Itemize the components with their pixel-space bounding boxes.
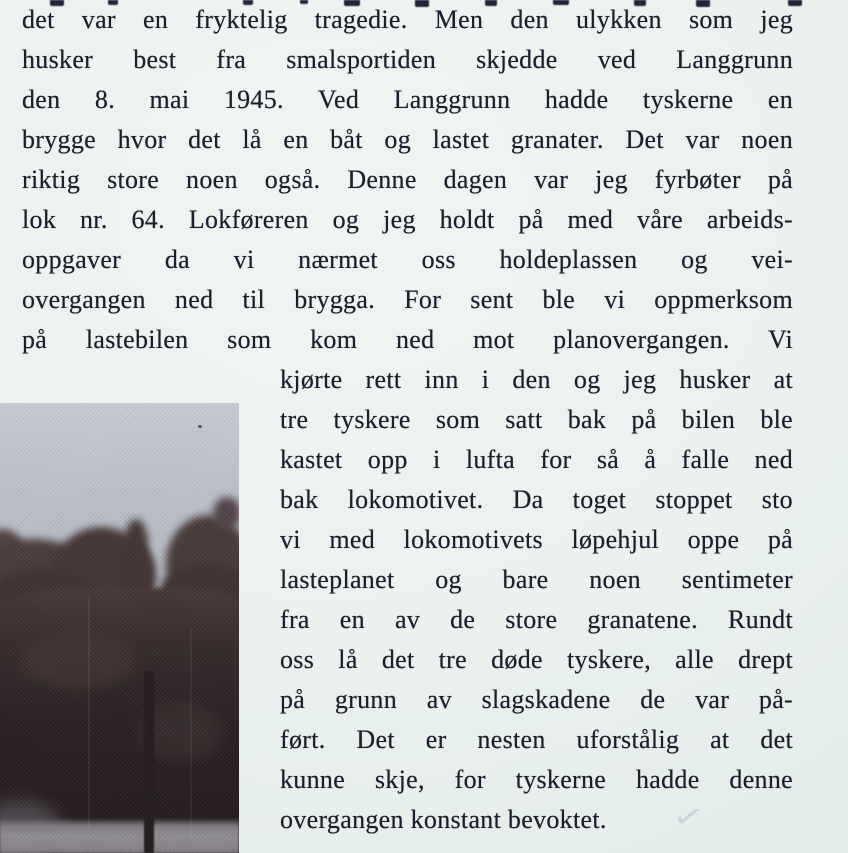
text-line: lasteplanet og bare noen sentimeter bbox=[280, 565, 793, 594]
text-line: fra en av de store granatene. Rundt bbox=[280, 605, 793, 634]
paragraph-column-lines bbox=[280, 360, 793, 840]
text-line: riktig store noen også. Denne dagen var jeg fyrbøter på bbox=[22, 165, 793, 194]
text-line: ført. Det er nesten uforstålig at det bbox=[280, 725, 793, 754]
text-line: kunne skje, for tyskerne hadde denne bbox=[280, 765, 793, 794]
pencil-check-mark: ✓ bbox=[669, 798, 708, 837]
text-line: kastet opp i lufta for så å falle ned bbox=[280, 445, 793, 474]
landscape-photograph bbox=[0, 403, 239, 853]
text-line: oppgaver da vi nærmet oss holdeplassen og vei- bbox=[22, 245, 793, 274]
text-line: overgangen ned til brygga. For sent ble vi oppmerksom bbox=[22, 285, 793, 314]
photo-grain-texture bbox=[0, 403, 239, 853]
text-line: overgangen konstant bevoktet. bbox=[280, 805, 607, 834]
text-line: oss lå det tre døde tyskere, alle drept bbox=[280, 645, 793, 674]
text-line: det var en fryktelig tragedie. Men den ulykken som jeg bbox=[22, 5, 793, 34]
text-line: tre tyskere som satt bak på bilen ble bbox=[280, 405, 793, 434]
text-line: på grunn av slagskadene de var på- bbox=[280, 685, 793, 714]
paragraph-full-width-lines bbox=[22, 0, 793, 360]
text-line: vi med lokomotivets løpehjul oppe på bbox=[280, 525, 793, 554]
text-line: på lastebilen som kom ned mot planovergangen. Vi bbox=[22, 325, 793, 354]
text-line: den 8. mai 1945. Ved Langgrunn hadde tyskerne en bbox=[22, 85, 793, 114]
text-line: husker best fra smalsportiden skjedde ved Langgrunn bbox=[22, 45, 793, 74]
text-line: lok nr. 64. Lokføreren og jeg holdt på med våre arbeids- bbox=[22, 205, 793, 234]
text-line: brygge hvor det lå en båt og lastet granater. Det var noen bbox=[22, 125, 793, 154]
text-line: bak lokomotivet. Da toget stoppet sto bbox=[280, 485, 793, 514]
text-line: kjørte rett inn i den og jeg husker at bbox=[280, 365, 793, 394]
